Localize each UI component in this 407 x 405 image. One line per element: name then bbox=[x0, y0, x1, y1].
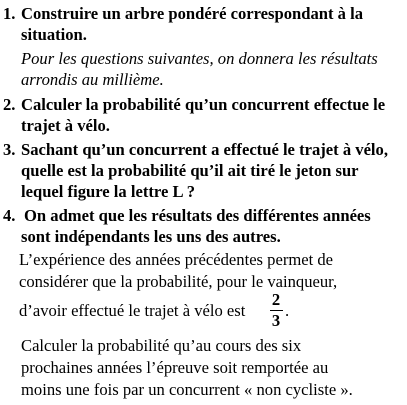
question-1-number: 1. bbox=[3, 4, 16, 23]
question-2-line-2: trajet à vélo. bbox=[21, 116, 110, 135]
question-4-final-line-2: prochaines années l’épreuve soit remportée au bbox=[21, 358, 329, 377]
question-4-final-line-3: moins une fois par un concurrent « non cycliste ». bbox=[21, 380, 353, 399]
question-4-line-2: sont indépendants les uns des autres. bbox=[21, 227, 281, 246]
fraction-denominator: 3 bbox=[271, 311, 281, 330]
question-4-paragraph-line-1: L’expérience des années précédentes permet de bbox=[19, 250, 334, 269]
question-4-number: 4. bbox=[3, 206, 16, 225]
question-1-line-2: situation. bbox=[21, 25, 87, 44]
question-3-line-1: Sachant qu’un concurrent a effectué le trajet à vélo, bbox=[21, 140, 388, 159]
question-3-number: 3. bbox=[3, 140, 16, 159]
question-4-final-line-1: Calculer la probabilité qu’au cours des six bbox=[21, 336, 302, 355]
question-3-line-3: lequel figure la lettre L ? bbox=[21, 182, 196, 201]
fraction-suffix: . bbox=[285, 301, 290, 320]
question-4-fraction-line: d’avoir effectué le trajet à vélo est bbox=[19, 301, 246, 320]
question-1-line-1: Construire un arbre pondéré correspondant à la bbox=[21, 4, 364, 23]
question-2-number: 2. bbox=[3, 95, 16, 114]
question-3-line-2: quelle est la probabilité qu’il ait tiré le jeton sur bbox=[21, 161, 359, 180]
question-4-line-1: On admet que les résultats des différentes années bbox=[24, 206, 371, 225]
fraction-numerator: 2 bbox=[271, 290, 281, 309]
question-4-paragraph-line-2: considérer que la probabilité, pour le vainqueur, bbox=[19, 272, 338, 291]
question-1-note-line-2: arrondis au millième. bbox=[21, 70, 164, 89]
question-2-line-1: Calculer la probabilité qu’un concurrent effectue le bbox=[21, 95, 386, 114]
question-1-note-line-1: Pour les questions suivantes, on donnera les résultats bbox=[21, 49, 378, 68]
